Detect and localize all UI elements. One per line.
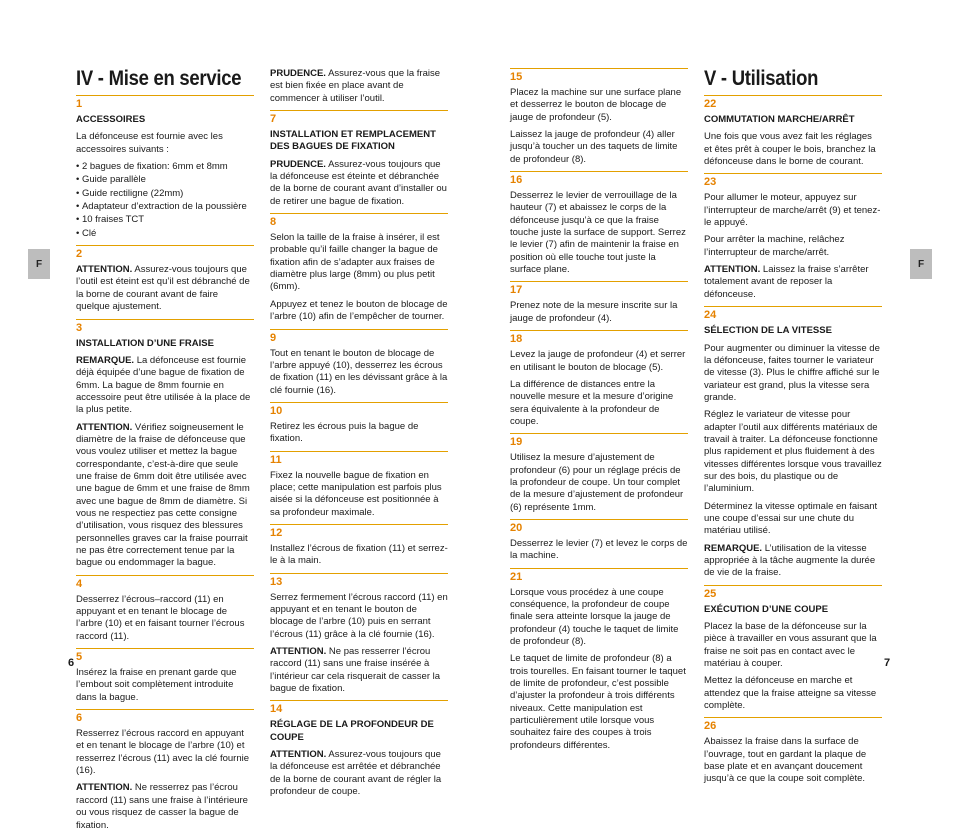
label-prudence: PRUDENCE. <box>270 158 326 170</box>
list-item: • Guide parallèle <box>76 174 254 186</box>
section-heading-coupe: EXÉCUTION D’UNE COUPE <box>704 603 829 615</box>
paragraph-text: Assurez-vous que la fraise est bien fixée en place avant de commencer à utiliser l’outil. <box>270 68 441 104</box>
paragraph: Desserrez le levier de verrouillage de la hauteur (7) et abaissez le corps de la défonceuse jusqu’à ce que la fraise touche juste la surface de support. Serrez le levier (7) afin de maintenir la fraise en position où elle touche tout juste la surface plane. <box>510 190 686 276</box>
section-heading-accessoires: ACCESSOIRES <box>76 114 146 126</box>
step-number-13: 13 <box>270 573 448 589</box>
paragraph: Laissez la jauge de profondeur (4) aller jusqu’à toucher un des taquets de limite de profondeur (8). <box>510 129 678 165</box>
step-number-17: 17 <box>510 281 688 297</box>
step-number-26: 26 <box>704 717 882 733</box>
step-number-4: 4 <box>76 575 254 591</box>
paragraph-text: Laissez la fraise s’arrêter totalement avant de reposer la défonceuse. <box>704 264 869 300</box>
paragraph: Abaissez la fraise dans la surface de l’ouvrage, tout en gardant la plaque de base plate et en avançant doucement jusqu’à ce que la coupe soit complète. <box>704 736 867 785</box>
step-number-10: 10 <box>270 402 448 418</box>
paragraph: Le taquet de limite de profondeur (8) a trois tourelles. En faisant tourner le taquet de limite de profondeur, c’est possible d’ajuster la profondeur à trois différents niveaux. Cette manipulation est particulièrement utile lorsque vous souhaitez faire des coupes à trois profondeurs différentes. <box>510 653 686 751</box>
paragraph <box>76 264 254 313</box>
label-attention: ATTENTION. <box>704 264 761 276</box>
list-item: • Adaptateur d’extraction de la poussière <box>76 201 254 213</box>
paragraph: Mettez la défonceuse en marche et attendez que la fraise atteigne sa vitesse complète. <box>704 675 877 712</box>
section-heading-bagues: INSTALLATION ET REMPLACEMENT DES BAGUES DE FIXATION <box>270 129 436 153</box>
list-item: • Clé <box>76 228 254 240</box>
paragraph: Placez la machine sur une surface plane et desserrez le bouton de blocage de jauge de profondeur (5). <box>510 87 682 123</box>
step-number-15: 15 <box>510 68 688 84</box>
paragraph <box>270 749 448 798</box>
step-number-2: 2 <box>76 245 254 261</box>
step-number-8: 8 <box>270 213 448 229</box>
page-number-left: 6 <box>68 657 75 669</box>
paragraph: Desserrez l’écrous–raccord (11) en appuyant et en tenant le blocage de l’arbre (10) et en faisant tourner l’écrous raccord (11). <box>76 593 245 642</box>
paragraph <box>76 782 254 831</box>
paragraph: Tout en tenant le bouton de blocage de l’arbre appuyé (10), desserrez les écrous de fixation (11) en les dévissant grâce à la clé fournie (16). <box>270 347 448 396</box>
paragraph: Réglez le variateur de vitesse pour adapter l’outil aux différents matériaux de travail à traiter. La défonceuse fonctionne plus rapidement et plus fluidement à des vitesses différentes lorsque vous travaillez sur des bois, du plastique ou de l’aluminium. <box>704 409 882 495</box>
step-number-24: 24 <box>704 306 882 322</box>
column-1 <box>76 67 254 831</box>
section-heading-installation-fraise: INSTALLATION D’UNE FRAISE <box>76 337 214 349</box>
paragraph: Appuyez et tenez le bouton de blocage de l’arbre (10) afin de l’empêcher de tourner. <box>270 298 448 323</box>
paragraph: Desserrez le levier (7) et levez le corps de la machine. <box>510 537 688 562</box>
paragraph: Selon la taille de la fraise à insérer, il est probable qu’il faille changer la bague de fixation afin de s’adapter aux fraises de diamètre plus large (8mm) ou plus petit (6mm). <box>270 232 440 293</box>
step-number-3: 3 <box>76 319 254 335</box>
step-number-12: 12 <box>270 524 448 540</box>
step-number-6: 6 <box>76 709 254 725</box>
step-number-25: 25 <box>704 585 882 601</box>
paragraph: Déterminez la vitesse optimale en faisant une coupe d’essai sur une chute du matériau utilisé. <box>704 500 878 537</box>
paragraph-text: Assurez-vous toujours que la défonceuse est éteinte et débranchée de la borne de courant avant d’installer ou de retirer une bague de fixation. <box>270 158 447 207</box>
label-attention: ATTENTION. <box>76 782 133 794</box>
section-heading-vitesse: SÉLECTION DE LA VITESSE <box>704 325 832 337</box>
paragraph-text: Assurez-vous toujours que l’outil est éteint est qu’il est débranché de la borne de courant avant de faire quelque ajustement. <box>76 264 250 313</box>
step-number-16: 16 <box>510 171 688 187</box>
label-attention: ATTENTION. <box>76 264 133 276</box>
paragraph: Pour arrêter la machine, relâchez l’interrupteur de marche/arrêt. <box>704 234 845 258</box>
accessories-list <box>76 161 254 240</box>
page-number-right: 7 <box>884 657 891 669</box>
paragraph-text: La défonceuse est fournie déjà équipée d’une bague de fixation de 6mm. La bague de 8mm fournie en accessoire peut être utilisée à la place de la plus petite. <box>76 354 251 416</box>
label-remarque: REMARQUE. <box>76 354 135 366</box>
language-tab-left: F <box>28 249 50 279</box>
paragraph: Levez la jauge de profondeur (4) et serrer en utilisant le bouton de blocage (5). <box>510 349 686 373</box>
paragraph: Une fois que vous avez fait les réglages et êtes prêt à couper le bois, branchez la défonceuse dans le borne de courant. <box>704 131 876 168</box>
list-item: • 2 bagues de fixation: 6mm et 8mm <box>76 161 254 173</box>
paragraph: Pour augmenter ou diminuer la vitesse de la défonceuse, faites tourner le variateur de vitesse (3). Plus le chiffre affiché sur le variateur est grand, plus la vitesse sera grande. <box>704 342 880 403</box>
paragraph <box>270 68 448 105</box>
column-3 <box>510 68 688 751</box>
label-attention: ATTENTION. <box>270 646 327 657</box>
paragraph <box>704 543 882 580</box>
paragraph: Installez l’écrous de fixation (11) et serrez-le à la main. <box>270 542 448 567</box>
step-number-18: 18 <box>510 330 688 346</box>
paragraph: La défonceuse est fournie avec les accessoires suivants : <box>76 131 223 155</box>
paragraph: Lorsque vous procédez à une coupe conséquence, la profondeur de coupe finale sera atteinte lorsque la jauge de profondeur (4) touche le taquet de limite de profondeur (8). <box>510 586 679 647</box>
step-number-14: 14 <box>270 700 448 716</box>
paragraph-text: Assurez-vous toujours que la défonceuse est arrêtée et débranchée de la borne de courant avant de régler la profondeur de coupe. <box>270 749 442 798</box>
step-number-22: 22 <box>704 95 882 111</box>
paragraph <box>704 264 882 301</box>
list-item: • 10 fraises TCT <box>76 214 254 226</box>
paragraph: Retirez les écrous puis la bague de fixation. <box>270 420 419 445</box>
chapter-title-mise-en-service: IV - Mise en service <box>76 67 242 90</box>
step-number-1: 1 <box>76 95 254 111</box>
paragraph: La différence de distances entre la nouvelle mesure et la mesure d’origine sera équivalente à la profondeur de coupe. <box>510 378 674 427</box>
paragraph: Fixez la nouvelle bague de fixation en place; cette manipulation est parfois plus aisée si la défonceuse est positionnée à sa profondeur maximale. <box>270 469 442 518</box>
label-prudence: PRUDENCE. <box>270 68 326 79</box>
step-number-21: 21 <box>510 568 688 584</box>
step-number-9: 9 <box>270 329 448 345</box>
paragraph: Placez la base de la défonceuse sur la pièce à travailler en vous assurant que la fraise ne soit pas en contact avec le matériau à couper. <box>704 621 877 670</box>
step-number-20: 20 <box>510 519 688 535</box>
section-heading-profondeur: RÉGLAGE DE LA PROFONDEUR DE COUPE <box>270 719 434 743</box>
paragraph <box>270 646 448 695</box>
step-number-11: 11 <box>270 451 448 467</box>
label-remarque: REMARQUE. <box>704 542 763 554</box>
step-number-7: 7 <box>270 110 448 126</box>
paragraph: Insérez la fraise en prenant garde que l’embout soit complètement introduite dans la bague. <box>76 667 237 703</box>
paragraph-text: Ne resserrez pas l’écrou raccord (11) sans une fraise à l’intérieure ou vous risquez de casser la bague de fixation. <box>76 782 248 831</box>
chapter-title-utilisation: V - Utilisation <box>704 67 819 90</box>
language-tab-right: F <box>910 249 932 279</box>
list-item: • Guide rectiligne (22mm) <box>76 188 254 200</box>
column-4 <box>704 67 882 785</box>
label-attention: ATTENTION. <box>76 421 133 433</box>
paragraph <box>76 422 254 570</box>
paragraph-text: Ne pas resserrer l’écrou raccord (11) sans une fraise insérée à l’intérieur car cela risquerait de casser la bague de fixation. <box>270 646 441 695</box>
paragraph <box>76 355 254 417</box>
step-number-23: 23 <box>704 173 882 189</box>
section-heading-marche-arret: COMMUTATION MARCHE/ARRÊT <box>704 114 855 126</box>
step-number-19: 19 <box>510 433 688 449</box>
paragraph: Utilisez la mesure d’ajustement de profondeur (6) pour un réglage précis de la profondeur de coupe. Un tour complet de la mesure d’ajustement de profondeur (6) représente 1mm. <box>510 452 684 513</box>
label-attention: ATTENTION. <box>270 749 327 761</box>
paragraph-text: L’utilisation de la vitesse appropriée à la tâche augmente la durée de vie de la fraise. <box>704 542 876 579</box>
step-number-5: 5 <box>76 648 254 664</box>
paragraph: Serrez fermement l’écrous raccord (11) en appuyant et en tenant le bouton de blocage de l’arbre (10) puis en serrant l’écrous (11) grâce à la clé fournie (16). <box>270 591 448 640</box>
column-2 <box>270 68 448 798</box>
paragraph: Pour allumer le moteur, appuyez sur l’interrupteur de marche/arrêt (9) et tenez-le appuyé. <box>704 192 881 229</box>
paragraph: Prenez note de la mesure inscrite sur la jauge de profondeur (4). <box>510 300 678 324</box>
paragraph <box>270 159 448 208</box>
paragraph: Resserrez l’écrous raccord en appuyant et en tenant le blocage de l’arbre (10) et resserrez l’écrous (11) avec la clé fournie (16). <box>76 728 250 777</box>
paragraph-text: Vérifiez soigneusement le diamètre de la fraise de défonceuse que vous voulez utiliser et mettez la bague correspondante, c’est-à-dire que seule une fraise de 6mm doit être utilisée avec une bague de 6mm et une fraise de 8mm avec une bague de 8mm de diamètre. Si vous ne respectiez pas cette consigne d’utilisation, vous risquez des blessures personnelles graves car la fraise pourrait ne pas être correctement tenue par la bague ou endommager la bague. <box>76 421 250 569</box>
